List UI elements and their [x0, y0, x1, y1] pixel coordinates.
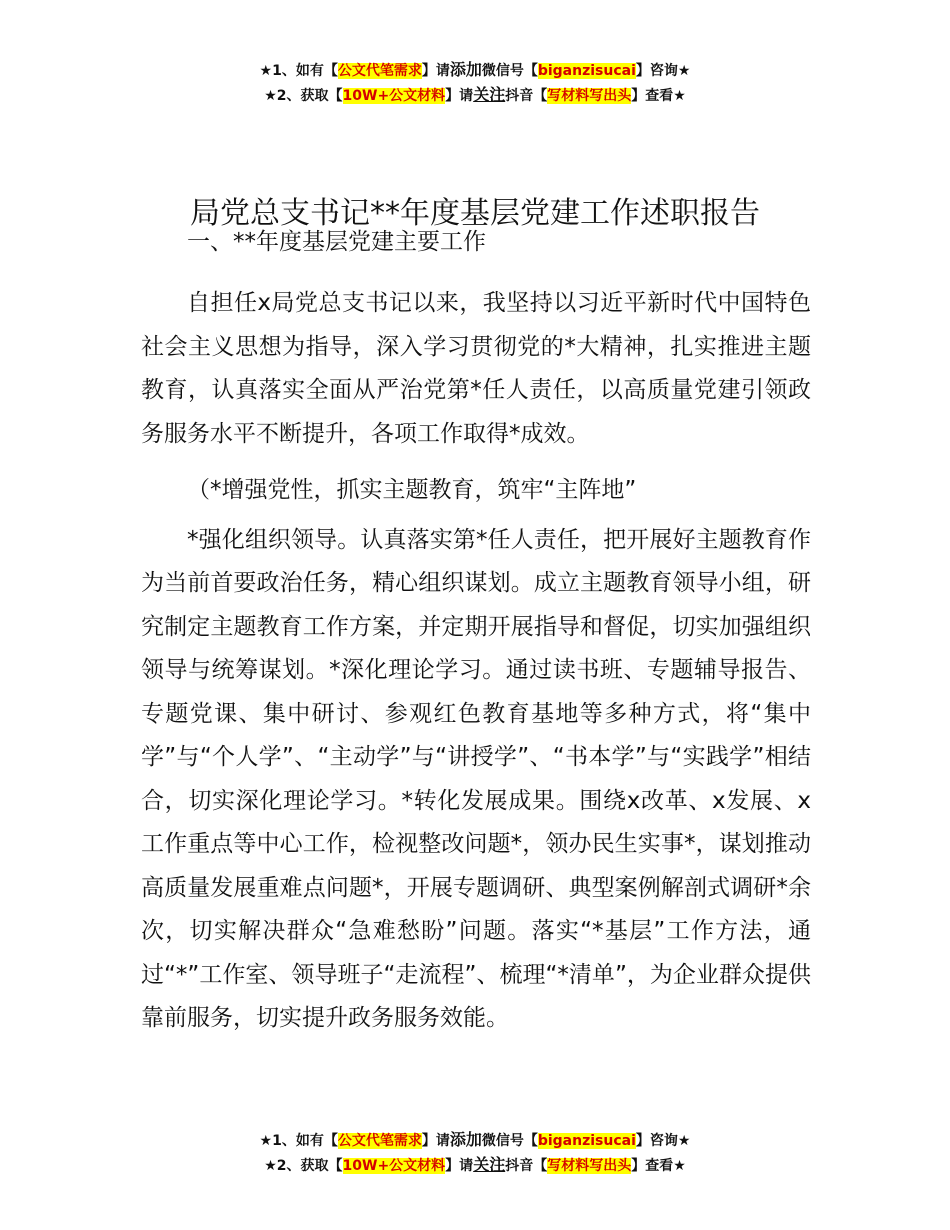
banner-line-2: ★2、获取【10W+公文材料】请关注抖音【写材料写出头】查看★	[264, 1155, 686, 1174]
paragraph-theme-education: *强化组织领导。认真落实第*任人责任，把开展好主题教育作为当前首要政治任务，精心组织谋划。成立主题教育领导小组，研究制定主题教育工作方案，并定期开展指导和督促，切实加强组织领导与统筹谋划。*深化理论学习。通过读书班、专题辅导报告、专题党课、集中研讨、参观红色教育基地等多种方式，将“集中学”与“个人学”、“主动学”与“讲授学”、“书本学”与“实践学”相结合，切实深化理论学习。*转化发展成果。围绕x改革、x发展、x工作重点等中心工作，检视整改问题*，领办民生实事*，谋划推动高质量发展重难点问题*，开展专题调研、典型案例解剖式调研*余次，切实解决群众“急难愁盼”问题。落实“*基层”工作方法，通过“*”工作室、领导班子“走流程”、梳理“*清单”，为企业群众提供靠前服务，切实提升政务服务效能。	[141, 526, 811, 1031]
highlight-douyin-id: 写材料写出头	[547, 88, 632, 104]
highlight-materials: 10W+公文材料	[342, 88, 446, 104]
banner-line-1: ★1、如有【公文代笔需求】请添加微信号【biganzisucai】咨询★	[259, 60, 691, 79]
highlight-service: 公文代笔需求	[337, 1133, 422, 1149]
header-ad-banner	[0, 58, 950, 108]
highlight-wechat-id: biganzisucai	[537, 1133, 636, 1149]
paragraph-intro: 自担任x局党总支书记以来，我坚持以习近平新时代中国特色社会主义思想为指导，深入学习贯彻党的*大精神，扎实推进主题教育，认真落实全面从严治党第*任人责任，以高质量党建引领政务服务水平不断提升，各项工作取得*成效。	[141, 290, 811, 447]
highlight-douyin-id: 写材料写出头	[547, 1158, 632, 1174]
highlight-wechat-id: biganzisucai	[537, 63, 636, 79]
banner-line-2: ★2、获取【10W+公文材料】请关注抖音【写材料写出头】查看★	[264, 85, 686, 104]
subsection-heading: （*增强党性，抓实主题教育，筑牢“主阵地”	[187, 477, 637, 503]
highlight-materials: 10W+公文材料	[342, 1158, 446, 1174]
footer-ad-banner	[0, 1128, 950, 1178]
section-heading: 一、**年度基层党建主要工作	[187, 229, 486, 255]
highlight-service: 公文代笔需求	[337, 63, 422, 79]
document-title: 局党总支书记**年度基层党建工作述职报告	[190, 196, 760, 232]
document-body	[141, 227, 811, 1041]
banner-line-1: ★1、如有【公文代笔需求】请添加微信号【biganzisucai】咨询★	[259, 1130, 691, 1149]
